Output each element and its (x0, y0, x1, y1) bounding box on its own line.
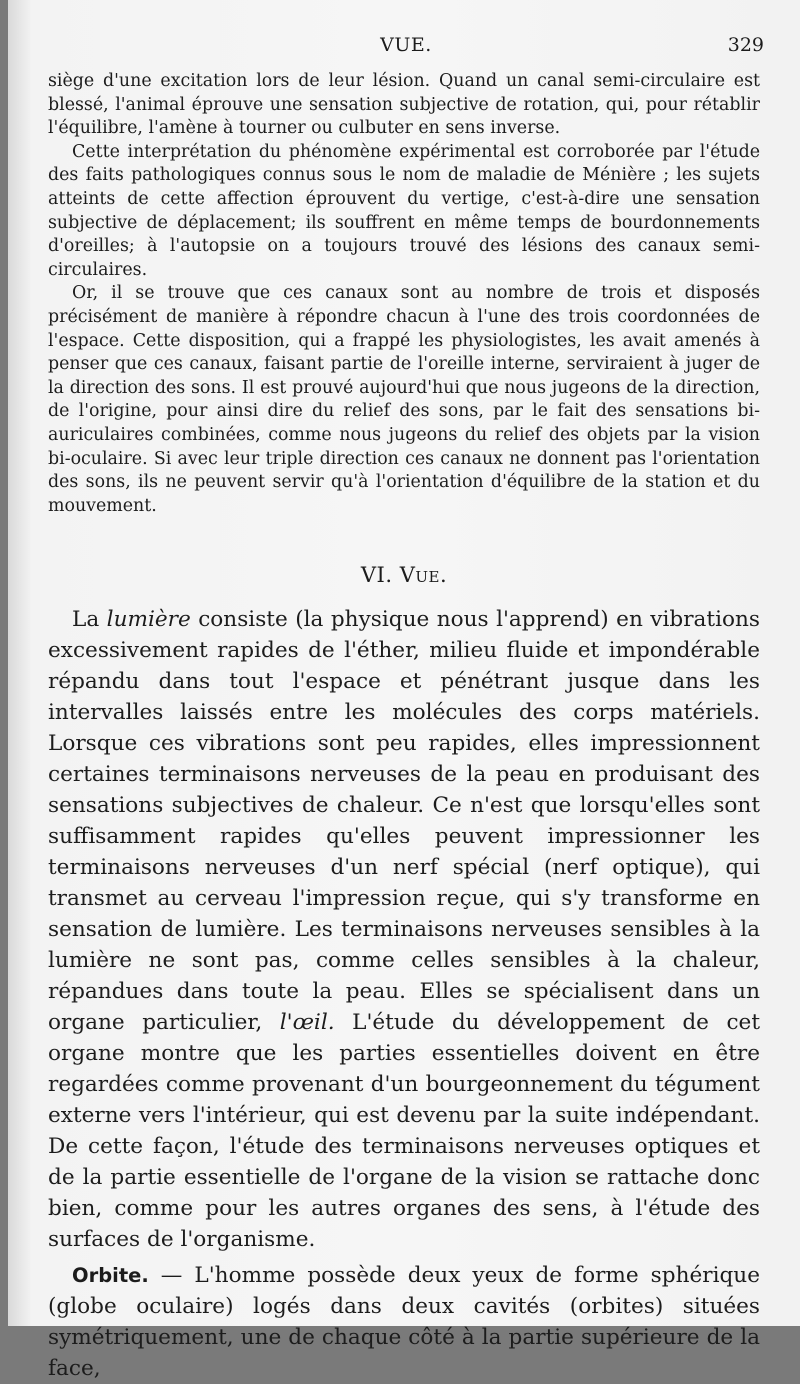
italic-term: lumière (106, 607, 191, 632)
page-header (48, 34, 764, 58)
paragraph-text: L'étude du développement de cet organe montre que les parties essentielles doivent en être regardées comme provenant d'un bourgeonnement du tégument externe vers l'intérieur, qui est devenu par la suite indépendant. De cette façon, l'étude des terminaisons nerveuses optiques et de la partie essentielle de l'organe de la vision se rattache donc bien, comme pour les autres organes des sens, à l'étude des surfaces de l'organisme. (48, 1010, 760, 1252)
paragraph: siège d'une excitation lors de leur lésion. Quand un canal semi-circulaire est blessé, l'animal éprouve une sensation subjective de rotation, qui, pour rétablir l'équilibre, l'amène à tourner ou culbuter en sens inverse. (48, 71, 760, 139)
section-body (48, 604, 760, 1384)
section-heading (8, 563, 800, 587)
running-title: VUE. (380, 34, 432, 56)
page-number: 329 (727, 34, 764, 56)
section-title: Vue. (399, 563, 448, 587)
book-page (8, 0, 800, 1381)
paragraph-lead: La (72, 607, 107, 632)
paragraph-text: — L'homme possède deux yeux de forme sphérique (globe oculaire) logés dans deux cavités (orbites) situées symétriquement, une de chaque côté à la partie supérieure de la face, (48, 1263, 760, 1381)
italic-term: l'œil. (279, 1010, 335, 1035)
paragraph: Cette interprétation du phénomène expérimental est corroborée par l'étude des faits pathologiques connus sous le nom de maladie de Ménière ; les sujets atteints de cette affection éprouvent du vertige, c'est-à-dire une sensation subjective de déplacement; ils souffrent en même temps de bourdonnements d'oreilles; à l'autopsie on a toujours trouvé des lésions des canaux semi-circulaires. (48, 141, 760, 280)
orbite-paragraph (48, 1260, 760, 1384)
lumiere-paragraph (48, 604, 760, 1255)
run-in-heading: Orbite. (72, 1264, 149, 1287)
section-number: VI. (360, 563, 393, 587)
paragraph: Or, il se trouve que ces canaux sont au nombre de trois et disposés précisément de manière à répondre chacun à l'une des trois coordonnées de l'espace. Cette disposition, qui a frappé les physiologistes, les avait amenés à penser que ces canaux, faisant partie de l'oreille interne, serviraient à juger de la direction des sons. Il est prouvé aujourd'hui que nous jugeons de la direction, de l'origine, pour ainsi dire du relief des sons, par le fait des sensations bi-auriculaires combinées, comme nous jugeons du relief des objets par la vision bi-oculaire. Si avec leur triple direction ces canaux ne donnent pas l'orientation des sons, ils ne peuvent servir qu'à l'orientation d'équilibre de la station et du mouvement. (48, 283, 760, 516)
previous-section-text (48, 70, 760, 518)
paragraph-text: consiste (la physique nous l'apprend) en vibrations excessivement rapides de l'éther, milieu fluide et impondérable répandu dans tout l'espace et pénétrant jusque dans les intervalles laissés entre les molécules des corps matériels. Lorsque ces vibrations sont peu rapides, elles impressionnent certaines terminaisons nerveuses de la peau en produisant des sensations subjectives de chaleur. Ce n'est que lorsqu'elles sont suffisamment rapides qu'elles peuvent impressionner les terminaisons nerveuses d'un nerf spécial (nerf optique), qui transmet au cerveau l'impression reçue, qui s'y transforme en sensation de lumière. Les terminaisons nerveuses sensibles à la lumière ne sont pas, comme celles sensibles à la chaleur, répandues dans toute la peau. Elles se spécialisent dans un organe particulier, (48, 607, 760, 1035)
